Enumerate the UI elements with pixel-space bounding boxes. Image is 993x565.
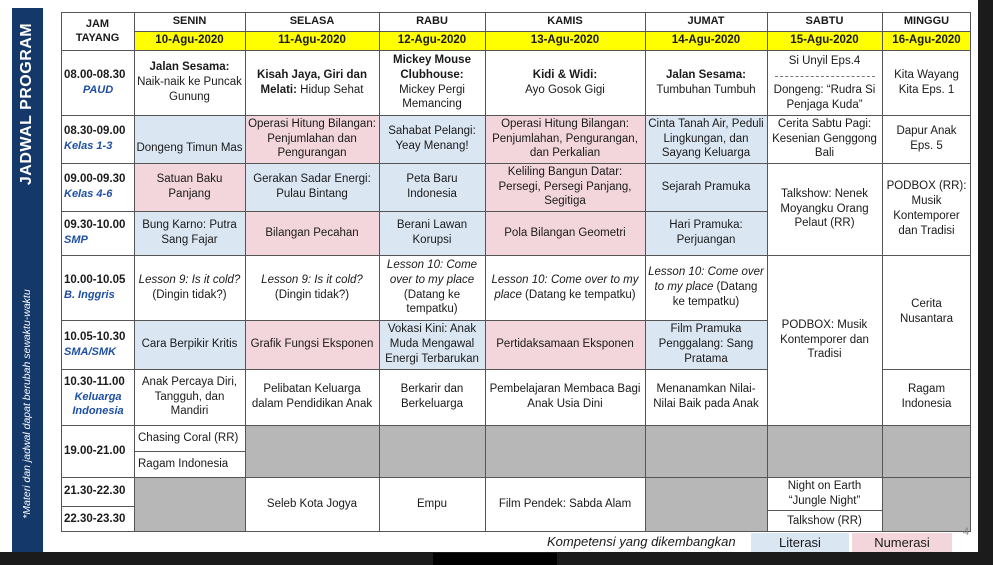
lesson-title: Lesson 9: Is it cold?	[138, 273, 241, 286]
grid-line	[485, 12, 486, 532]
program-cell: Cinta Tanah Air, Peduli Lingkungan, dan Sayang Keluarga	[645, 115, 767, 163]
grid-line	[61, 255, 971, 256]
program-cell: Pola Bilangan Geometri	[485, 211, 645, 255]
lesson-translation: (Datang ke tempatku)	[521, 288, 636, 301]
grid-line	[61, 477, 971, 478]
lesson-translation: (Datang ke tempatku)	[403, 288, 461, 316]
program-episode: Mickey Pergi Memancing	[399, 83, 465, 111]
time-label: 22.30-23.30	[64, 512, 126, 525]
program-cell: Chasing Coral (RR)	[138, 431, 239, 444]
program-cell: Berani Lawan Korupsi	[379, 211, 485, 255]
grid-line-dashed	[775, 76, 875, 77]
program-episode: Ayo Gosok Gigi	[525, 83, 605, 96]
program-cell	[245, 50, 379, 115]
grid-line	[61, 12, 971, 13]
legend-numerasi: Numerasi	[852, 533, 952, 552]
grid-line	[970, 12, 971, 532]
program-cell: Bilangan Pecahan	[245, 211, 379, 255]
program-episode: Tumbuhan Tumbuh	[656, 83, 756, 96]
sidebar-title: JADWAL PROGRAM	[18, 22, 35, 186]
program-cell: Operasi Hitung Bilangan: Penjumlahan, Pengurangan, dan Perkalian	[485, 115, 645, 163]
video-bar	[433, 553, 557, 565]
time-slot-1	[61, 50, 134, 115]
lesson-title: Lesson 10: Come over to my place	[648, 266, 764, 294]
grid-line	[134, 12, 135, 532]
lesson-title: Lesson 10: Come over to my place	[491, 273, 639, 301]
program-cell: Keliling Bangun Datar: Persegi, Persegi Panjang, Segitiga	[485, 163, 645, 211]
level-label: Kelas 4-6	[64, 188, 113, 201]
time-slot-10	[61, 506, 134, 532]
grid-line	[245, 12, 246, 532]
time-slot-3	[61, 163, 134, 211]
grid-line	[767, 510, 882, 511]
program-cell: Seleb Kota Jogya	[266, 498, 358, 511]
program-cell: Grafik Fungsi Eksponen	[245, 320, 379, 369]
program-cell: Hari Pramuka: Perjuangan	[645, 211, 767, 255]
time-label: 08.00-08.30	[64, 68, 126, 81]
program-cell: Gerakan Sadar Energi: Pulau Bintang	[245, 163, 379, 211]
time-slot-5	[61, 255, 134, 320]
header-tayang-label: TAYANG	[75, 32, 120, 44]
grid-line	[134, 31, 971, 32]
program-cell: Ragam Indonesia	[138, 457, 229, 470]
program-cell: Peta Baru Indonesia	[379, 163, 485, 211]
header-day-kamis: KAMIS	[547, 15, 583, 28]
program-cell: Vokasi Kini: Anak Muda Mengawal Energi Terbarukan	[379, 320, 485, 369]
sidebar-note: *Materi dan jadwal dapat berubah sewaktu-waktu	[21, 289, 33, 519]
level-label: Kelas 1-3	[64, 140, 113, 153]
program-cell	[485, 50, 645, 115]
program-cell: Satuan Baku Panjang	[134, 163, 245, 211]
header-jam-label: JAM	[85, 17, 110, 30]
grid-line	[134, 451, 245, 452]
lesson-translation: (Dingin tidak?)	[152, 288, 227, 301]
grid-line	[61, 531, 971, 532]
level-label: PAUD	[82, 83, 114, 96]
empty-slot	[245, 425, 971, 477]
program-cell: Sahabat Pelangi: Yeay Menang!	[379, 115, 485, 163]
program-cell: PODBOX: Musik Kontemporer dan Tradisi	[780, 318, 869, 361]
lesson-translation: (Dingin tidak?)	[274, 288, 350, 301]
program-title: Jalan Sesama:	[149, 61, 230, 74]
program-cell: Bung Karno: Putra Sang Fajar	[134, 211, 245, 255]
grid-line	[61, 12, 62, 532]
program-cell: Dapur Anak Eps. 5	[896, 125, 957, 152]
program-cell: Talkshow (RR)	[787, 514, 862, 527]
time-slot-7	[61, 369, 134, 425]
level-label: SMP	[64, 234, 88, 247]
program-episode: Hidup Sehat	[296, 83, 364, 96]
program-cell: Operasi Hitung Bilangan: Penjumlahan dan Pengurangan	[245, 115, 379, 163]
program-cell	[645, 255, 767, 320]
empty-slot	[882, 477, 971, 532]
time-label: 09.00-09.30	[64, 173, 126, 186]
lesson-title: Lesson 9: Is it cold?	[261, 273, 363, 286]
header-date-selasa: 11-Agu-2020	[245, 31, 379, 50]
program-cell: Pertidaksamaan Eksponen	[485, 320, 645, 369]
grid-line	[61, 506, 134, 507]
lesson-translation: (Datang ke tempatku)	[672, 281, 758, 308]
program-cell: Si Unyil Eps.4	[788, 54, 861, 67]
header-date-minggu: 16-Agu-2020	[882, 31, 971, 50]
lesson-title: Lesson 10: Come over to my place	[386, 258, 478, 286]
header-date-senin: 10-Agu-2020	[134, 31, 245, 50]
program-cell: Cara Berpikir Kritis	[134, 320, 245, 369]
program-cell	[134, 50, 245, 115]
header-day-minggu: MINGGU	[903, 15, 950, 28]
program-cell: Cerita Sabtu Pagi: Kesenian Genggong Bali	[772, 117, 877, 160]
header-day-senin: SENIN	[172, 15, 207, 28]
page-number: 4	[963, 526, 970, 538]
time-slot-2	[61, 115, 134, 163]
grid-line	[61, 320, 767, 321]
grid-line	[61, 425, 971, 426]
time-label: 10.05-10.30	[64, 330, 126, 343]
program-cell: Ragam Indonesia	[901, 383, 952, 410]
program-cell: Sejarah Pramuka	[645, 163, 767, 211]
program-title: Jalan Sesama:	[666, 68, 746, 81]
program-cell	[245, 255, 379, 320]
level-label: B. Inggris	[64, 288, 115, 301]
time-label: 08.30-09.00	[64, 125, 126, 138]
time-slot-4	[61, 211, 134, 255]
header-jam-tayang	[61, 12, 134, 50]
program-cell: Kita Wayang Kita Eps. 1	[894, 68, 959, 96]
header-day-rabu: RABU	[416, 15, 448, 28]
program-cell: Cerita Nusantara	[899, 298, 954, 325]
program-cell: Menanamkan Nilai-Nilai Baik pada Anak	[653, 383, 759, 410]
grid-line	[882, 12, 883, 532]
grid-line	[61, 369, 767, 370]
program-title: Kisah Jaya, Giri dan Melati:	[257, 68, 367, 96]
time-slot-9	[61, 477, 134, 506]
header-date-rabu: 12-Agu-2020	[379, 31, 485, 50]
grid-line	[61, 163, 971, 164]
program-cell: Film Pramuka Penggalang: Sang Pratama	[645, 320, 767, 369]
level-label: Keluarga Indonesia	[72, 391, 124, 418]
program-cell	[134, 255, 245, 320]
program-cell: Dongeng Timun Mas	[134, 115, 245, 163]
grid-line	[645, 12, 646, 532]
time-slot-6	[61, 320, 134, 369]
grid-line	[882, 369, 971, 370]
grid-line	[61, 50, 971, 51]
time-label: 10.00-10.05	[64, 273, 126, 286]
program-cell: Talkshow: Nenek Moyangku Orang Pelaut (RR)	[780, 187, 869, 230]
schedule-table	[61, 12, 971, 532]
program-title: Kidi & Widi:	[532, 68, 598, 81]
program-cell: Film Pendek: Sabda Alam	[498, 498, 632, 511]
time-label: 19.00-21.00	[64, 444, 126, 457]
program-cell: PODBOX (RR): Musik Kontemporer dan Tradisi	[886, 180, 967, 237]
program-cell	[379, 50, 485, 115]
program-title: Mickey Mouse Clubhouse:	[393, 53, 471, 81]
program-cell: Empu	[416, 498, 448, 511]
grid-line	[767, 12, 768, 532]
header-date-sabtu: 15-Agu-2020	[767, 31, 882, 50]
program-cell	[485, 255, 645, 320]
program-cell	[379, 255, 485, 320]
program-cell: Berkarir dan Berkeluarga	[400, 383, 464, 410]
program-episode: Naik-naik ke Puncak Gunung	[137, 76, 242, 103]
competency-label: Kompetensi yang dikembangkan	[547, 534, 736, 549]
header-day-sabtu: SABTU	[805, 15, 844, 28]
empty-slot	[134, 477, 245, 532]
grid-line	[61, 211, 767, 212]
header-date-kamis: 13-Agu-2020	[485, 31, 645, 50]
header-day-jumat: JUMAT	[687, 15, 725, 28]
program-cell	[645, 50, 767, 115]
program-cell: Pembelajaran Membaca Bagi Anak Usia Dini	[489, 383, 641, 410]
program-cell: Dongeng: “Rudra Si Penjaga Kuda”	[773, 83, 876, 111]
program-cell: Night on Earth “Jungle Night”	[787, 479, 862, 507]
time-label: 10.30-11.00	[64, 376, 125, 389]
time-label: 09.30-10.00	[64, 219, 126, 232]
legend-literasi: Literasi	[751, 533, 849, 552]
grid-line	[379, 12, 380, 532]
grid-line	[61, 115, 971, 116]
program-cell: Anak Percaya Diri, Tangguh, dan Mandiri	[141, 375, 238, 418]
program-cell: Pelibatan Keluarga dalam Pendidikan Anak	[251, 383, 373, 410]
time-slot-8	[61, 425, 134, 477]
level-label: SMA/SMK	[64, 345, 116, 358]
header-date-jumat: 14-Agu-2020	[645, 31, 767, 50]
time-label: 21.30-22.30	[64, 485, 126, 498]
empty-slot	[645, 477, 767, 532]
header-day-selasa: SELASA	[289, 15, 335, 28]
